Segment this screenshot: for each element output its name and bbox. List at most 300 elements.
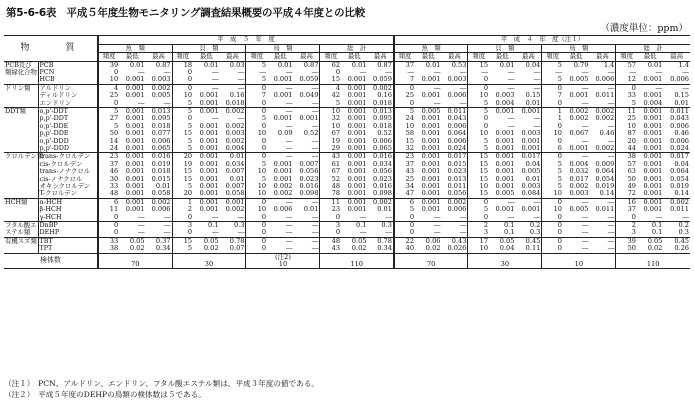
value-cell: 0.05 — [489, 237, 515, 245]
value-cell: 0.07 — [229, 244, 245, 253]
value-cell: 0.001 — [643, 189, 663, 198]
value-cell: 0.05 — [341, 237, 367, 245]
value-cell: 0.004 — [569, 159, 589, 168]
value-cell: 15 — [468, 176, 489, 183]
value-cell: 0.018 — [151, 167, 171, 176]
value-cell: 0.001 — [421, 167, 441, 176]
value-cell: 0.015 — [447, 159, 467, 168]
value-cell: ― — [563, 222, 589, 230]
value-cell: ― — [459, 212, 467, 221]
value-cell: 20 — [172, 190, 193, 198]
value-cell: 0 — [468, 76, 489, 84]
value-cell: ― — [311, 136, 319, 145]
value-cell: 0.05 — [193, 237, 219, 245]
value-cell: ― — [563, 198, 589, 206]
value-cell: 10 — [542, 206, 563, 213]
value-cell: 11 — [320, 198, 341, 206]
value-cell: ― — [137, 212, 145, 221]
value-cell: 24 — [98, 145, 119, 153]
value-cell: 0.002 — [220, 107, 246, 115]
value-cell: 0.064 — [670, 167, 689, 176]
value-cell: 0 — [246, 198, 267, 206]
value-cell: ― — [311, 212, 319, 221]
value-cell: 0.005 — [495, 189, 515, 198]
value-cell: ― — [359, 67, 367, 76]
value-cell: 5 — [542, 76, 563, 84]
value-cell: ― — [663, 84, 690, 92]
value-cell: ― — [616, 69, 637, 76]
value-cell: ― — [294, 84, 320, 92]
value-cell: 0.001 — [415, 153, 441, 161]
value-cell: 0.001 — [347, 189, 367, 198]
value-cell: ― — [459, 228, 467, 237]
value-cell: 0.098 — [373, 189, 392, 198]
value-cell: 0.001 — [643, 143, 663, 152]
substance-name: HCB — [38, 76, 98, 84]
value-cell: 0.34 — [155, 244, 171, 253]
value-cell: 15 — [172, 130, 193, 137]
value-cell: 37 — [616, 206, 637, 213]
value-cell: 0.001 — [643, 129, 663, 138]
value-cell: 33 — [616, 92, 637, 99]
value-cell: 0 — [468, 115, 489, 122]
value-cell: 10 — [172, 92, 193, 99]
value-cell: 11 — [616, 107, 637, 115]
value-cell: ― — [137, 67, 145, 76]
value-cell: 0 — [246, 245, 267, 253]
value-cell: 10 — [468, 245, 489, 253]
value-cell: 0.001 — [341, 198, 367, 206]
value-cell: 0.003 — [569, 189, 589, 198]
substance-name: PCN — [38, 69, 98, 76]
value-cell: 0 — [172, 115, 193, 122]
value-cell: 0.003 — [447, 75, 467, 84]
substance-name: cis-ノナクロル — [38, 176, 98, 183]
value-cell: 10 — [468, 183, 489, 190]
value-cell: 0.001 — [515, 107, 541, 115]
category-label: PCB及び — [4, 61, 38, 69]
value-cell: 0.002 — [367, 84, 393, 92]
value-cell: ― — [285, 143, 293, 152]
value-cell: ― — [468, 69, 489, 76]
value-cell: 0.001 — [341, 84, 367, 92]
value-cell: 0.3 — [678, 228, 689, 237]
substance-name: エンドリン — [38, 100, 98, 108]
value-cell: 48 — [320, 183, 341, 190]
value-cell: 0.001 — [341, 153, 367, 161]
value-cell: ― — [433, 212, 441, 221]
value-cell: 5 — [468, 145, 489, 153]
substance-name: p,p'-DDT — [38, 115, 98, 122]
value-cell: 0 — [468, 84, 489, 92]
substance-name: trans-クロルデン — [38, 153, 98, 161]
value-cell: 0.011 — [441, 107, 467, 115]
value-cell: 0.001 — [199, 182, 219, 190]
value-cell: 0.001 — [341, 107, 367, 115]
value-cell: 0.002 — [367, 198, 393, 206]
value-cell: ― — [607, 212, 615, 221]
value-cell: 1 — [542, 115, 563, 122]
group-header: 総 計 — [616, 44, 690, 53]
value-cell: ― — [581, 98, 589, 107]
value-cell: 0 — [320, 69, 341, 76]
value-cell: ― — [137, 98, 145, 107]
value-cell: 37 — [98, 161, 119, 168]
value-cell: 0.059 — [299, 75, 319, 84]
value-cell: 2 — [616, 222, 637, 230]
value-cell: 0.87 — [146, 61, 172, 69]
value-cell: 0 — [172, 214, 193, 222]
value-cell: 0.001 — [347, 136, 367, 145]
value-cell: ― — [533, 67, 541, 76]
value-cell: 0.15 — [525, 91, 541, 100]
value-cell: 0.049 — [299, 91, 319, 100]
value-cell: 5 — [616, 100, 637, 108]
value-cell: 3 — [320, 222, 341, 230]
value-cell: 0.001 — [199, 129, 219, 138]
value-cell: 0.37 — [146, 237, 172, 245]
value-cell: 78 — [320, 190, 341, 198]
value-cell: 0.001 — [643, 174, 663, 183]
value-cell: 15 — [468, 153, 489, 161]
value-cell: ― — [311, 98, 319, 107]
value-cell: 0 — [542, 123, 563, 130]
value-cell: ― — [589, 198, 615, 206]
value-cell: 0.2 — [663, 222, 690, 230]
stat-header: 最低 — [341, 53, 367, 62]
value-cell: 0.001 — [421, 136, 441, 145]
value-cell: 0.02 — [129, 244, 145, 253]
value-cell: ― — [285, 121, 293, 130]
value-cell: 0.006 — [670, 121, 689, 130]
value-cell: ― — [211, 67, 219, 76]
value-cell: 0.001 — [495, 205, 515, 214]
value-cell: 15 — [468, 61, 489, 69]
value-cell: 7 — [542, 92, 563, 99]
value-cell: 0.006 — [273, 205, 293, 214]
value-cell: ― — [581, 136, 589, 145]
value-cell: 0 — [246, 84, 267, 92]
value-cell: 49 — [616, 183, 637, 190]
value-cell: 0.05 — [637, 237, 663, 245]
value-cell: 0.064 — [595, 167, 615, 176]
substance-name: α-HCH — [38, 198, 98, 206]
value-cell: 0.001 — [495, 143, 515, 152]
value-cell: 0.011 — [595, 205, 615, 214]
value-cell: 15 — [320, 76, 341, 84]
value-cell: ― — [237, 114, 245, 123]
value-cell: 0.002 — [595, 114, 615, 123]
value-cell: 43 — [394, 168, 415, 175]
value-cell: 0.01 — [267, 61, 293, 69]
value-cell: 0.018 — [225, 98, 245, 107]
value-cell: ― — [682, 212, 689, 221]
value-cell: 0.11 — [525, 244, 541, 253]
value-cell: ― — [394, 69, 415, 76]
specimen-count: 30 — [468, 261, 542, 269]
value-cell: 0.001 — [521, 143, 541, 152]
value-cell: 50 — [616, 245, 637, 253]
stat-header: 頻度 — [616, 53, 637, 62]
value-cell: 0.01 — [341, 61, 367, 69]
stat-header: 最高 — [367, 53, 393, 62]
value-cell: 43 — [320, 153, 341, 161]
value-cell: ― — [581, 228, 589, 237]
value-cell: 5 — [542, 183, 563, 190]
value-cell: 5 — [394, 206, 415, 213]
value-cell: 0.004 — [643, 98, 663, 107]
value-cell: 0.059 — [373, 75, 392, 84]
value-cell: 0 — [542, 229, 563, 237]
value-cell: 0 — [246, 123, 267, 130]
value-cell: 18 — [172, 61, 193, 69]
value-cell: 0.15 — [674, 91, 689, 100]
value-cell: 0.001 — [421, 174, 441, 183]
value-cell: 0.1 — [637, 222, 663, 230]
value-cell: 0.023 — [373, 174, 392, 183]
value-cell: ― — [267, 84, 293, 92]
value-cell: ― — [607, 67, 615, 76]
value-cell: 0.001 — [199, 174, 219, 183]
value-cell: 0.043 — [447, 114, 467, 123]
value-cell: 0.001 — [421, 121, 441, 130]
category-label: 有機スズ類 — [5, 236, 37, 245]
value-cell: ― — [589, 237, 615, 245]
value-cell: 0.001 — [273, 159, 293, 168]
specimen-count: 110 — [320, 261, 394, 269]
value-cell: ― — [433, 98, 441, 107]
material-header: 物 質 — [20, 42, 81, 53]
stat-header: 頻度 — [394, 53, 415, 62]
value-cell: ― — [163, 98, 171, 107]
value-cell: 33 — [98, 237, 119, 245]
value-cell: ― — [211, 75, 219, 84]
value-cell: 0.45 — [515, 237, 541, 245]
value-cell: 0.16 — [377, 91, 392, 100]
value-cell: 0.002 — [225, 205, 245, 214]
value-cell: 0.017 — [515, 153, 541, 161]
value-cell: 0.02 — [203, 244, 219, 253]
value-cell: 27 — [98, 115, 119, 122]
value-cell: ― — [146, 222, 172, 230]
value-cell: 23 — [98, 153, 119, 161]
category-label — [4, 168, 38, 175]
value-cell: 0.001 — [199, 121, 219, 130]
value-cell: 0 — [98, 229, 119, 237]
value-cell: ― — [385, 212, 392, 221]
substance-name: o,p'-DDE — [38, 123, 98, 130]
value-cell: 0.001 — [125, 174, 145, 183]
value-cell: ― — [211, 114, 219, 123]
substance-name: γ-HCH — [38, 214, 98, 222]
value-cell: 10 — [468, 92, 489, 99]
value-cell: 0.3 — [220, 222, 246, 230]
value-cell: 0.002 — [441, 198, 467, 206]
value-cell: 57 — [616, 61, 637, 69]
value-cell: 0.01 — [489, 61, 515, 69]
value-cell: 0.001 — [125, 182, 145, 190]
value-cell: 0.87 — [294, 61, 320, 69]
value-cell: 0.001 — [347, 143, 367, 152]
stat-header: 頻度 — [246, 53, 267, 62]
value-cell: 10 — [394, 123, 415, 130]
value-cell: 0.001 — [125, 167, 145, 176]
value-cell: 0.011 — [663, 107, 690, 115]
value-cell: 0.04 — [674, 159, 689, 168]
value-cell: 0.017 — [663, 153, 690, 161]
value-cell: 0.001 — [421, 91, 441, 100]
value-cell: ― — [459, 67, 467, 76]
value-cell: 0.056 — [299, 167, 319, 176]
value-cell: 0.001 — [421, 205, 441, 214]
value-cell: 5 — [98, 123, 119, 130]
value-cell: 6 — [542, 145, 563, 153]
value-cell: 0.058 — [225, 189, 245, 198]
value-cell: 5 — [246, 76, 267, 84]
value-cell: 1.4 — [663, 61, 690, 69]
value-cell: ― — [294, 222, 320, 230]
value-cell: 0.002 — [595, 143, 615, 152]
value-cell: ― — [246, 69, 267, 76]
value-cell: 67 — [320, 168, 341, 175]
value-cell: ― — [285, 67, 293, 76]
value-cell: 0.006 — [373, 136, 392, 145]
value-cell: 0.003 — [521, 129, 541, 138]
stat-header: 最低 — [119, 53, 145, 62]
value-cell: 0 — [246, 107, 267, 115]
value-cell: 15 — [172, 168, 193, 175]
stat-header: 最低 — [267, 53, 293, 62]
group-header: 魚 類 — [394, 44, 468, 53]
category-label — [4, 245, 38, 253]
value-cell: 0.001 — [273, 114, 293, 123]
value-cell: 0.02 — [647, 244, 663, 253]
value-cell: 32 — [394, 145, 415, 153]
value-cell: 0.016 — [299, 182, 319, 190]
value-cell: ― — [267, 237, 293, 245]
table-row — [4, 245, 690, 253]
value-cell: 0.003 — [151, 75, 171, 84]
stat-header: 頻度 — [98, 53, 119, 62]
value-cell: 0.001 — [220, 198, 246, 206]
value-cell: 0.01 — [377, 205, 392, 214]
value-cell: 15 — [172, 237, 193, 245]
value-cell: 0.077 — [151, 129, 171, 138]
value-cell: 0 — [320, 214, 341, 222]
value-cell: 5 — [172, 100, 193, 108]
group-header: 貝 類 — [468, 44, 542, 53]
value-cell: 48 — [320, 237, 341, 245]
value-cell: 0.011 — [447, 182, 467, 190]
substance-name: T-クロルデン — [38, 190, 98, 198]
substance-name: p,p'-DDE — [38, 130, 98, 137]
value-cell: ― — [607, 228, 615, 237]
value-cell: 0.04 — [515, 61, 541, 69]
value-cell: ― — [211, 212, 219, 221]
value-cell: ― — [607, 98, 615, 107]
value-cell: 0.006 — [447, 91, 467, 100]
specimen-count: 10 — [542, 261, 616, 269]
value-cell: 0.001 — [643, 121, 663, 130]
category-label — [4, 92, 38, 99]
category-label: ステル類 — [5, 228, 31, 237]
value-cell: 30 — [98, 176, 119, 183]
specimen-label: 検体数 — [4, 253, 98, 269]
value-cell: 2 — [468, 222, 489, 230]
value-cell: 0.001 — [347, 167, 367, 176]
stat-header: 最高 — [515, 53, 541, 62]
value-cell: ― — [507, 212, 515, 221]
value-cell: 0.001 — [637, 153, 663, 161]
value-cell: 0 — [98, 100, 119, 108]
value-cell: ― — [607, 136, 615, 145]
value-cell: 10 — [246, 168, 267, 175]
value-cell: 0 — [246, 145, 267, 153]
value-cell: 0.001 — [119, 107, 145, 115]
value-cell: ― — [163, 228, 171, 237]
value-cell: 25 — [394, 176, 415, 183]
value-cell: 0.006 — [151, 205, 171, 214]
value-cell: 0.001 — [119, 198, 145, 206]
value-cell: 0 — [542, 222, 563, 230]
value-cell: ― — [533, 212, 541, 221]
value-cell: 0.001 — [421, 129, 441, 138]
value-cell: 0.001 — [273, 167, 293, 176]
value-cell: 5 — [468, 206, 489, 213]
value-cell: 10 — [542, 190, 563, 198]
value-cell: 0.018 — [151, 121, 171, 130]
value-cell: 0.1 — [503, 228, 515, 237]
value-cell: 5 — [246, 115, 267, 122]
value-cell: 10 — [320, 107, 341, 115]
value-cell: 20 — [172, 153, 193, 161]
value-cell: 5 — [542, 168, 563, 175]
stat-header: 最高 — [294, 53, 320, 62]
value-cell: 0 — [246, 100, 267, 108]
value-cell: 19 — [320, 138, 341, 145]
value-cell: 0.001 — [347, 174, 367, 183]
value-cell: 0.01 — [303, 205, 319, 214]
value-cell: 19 — [172, 161, 193, 168]
value-cell: 0 — [320, 229, 341, 237]
value-cell: 0.017 — [441, 153, 467, 161]
stat-header: 最低 — [489, 53, 515, 62]
value-cell: ― — [385, 67, 392, 76]
value-cell: 0.02 — [351, 244, 367, 253]
value-cell: 0.003 — [521, 182, 541, 190]
substance-name: TBT — [38, 237, 98, 245]
substance-name: DnBP — [38, 222, 98, 230]
value-cell: 0.004 — [225, 143, 245, 152]
value-cell: ― — [285, 98, 293, 107]
value-cell: ― — [311, 244, 319, 253]
value-cell: ― — [193, 84, 219, 92]
value-cell: ― — [515, 84, 541, 92]
value-cell: ― — [433, 67, 441, 76]
stat-header: 最低 — [415, 53, 441, 62]
value-cell: 0.01 — [415, 61, 441, 69]
value-cell: 48 — [98, 190, 119, 198]
value-cell: 0.34 — [377, 244, 392, 253]
value-cell: ― — [220, 84, 246, 92]
value-cell: ― — [285, 244, 293, 253]
value-cell: 0.018 — [373, 121, 392, 130]
value-cell: 0.001 — [199, 189, 219, 198]
value-cell: 0.001 — [125, 189, 145, 198]
value-cell: 7 — [394, 76, 415, 84]
substance-name: cis-クロルデン — [38, 161, 98, 168]
value-cell: 0.52 — [303, 129, 319, 138]
